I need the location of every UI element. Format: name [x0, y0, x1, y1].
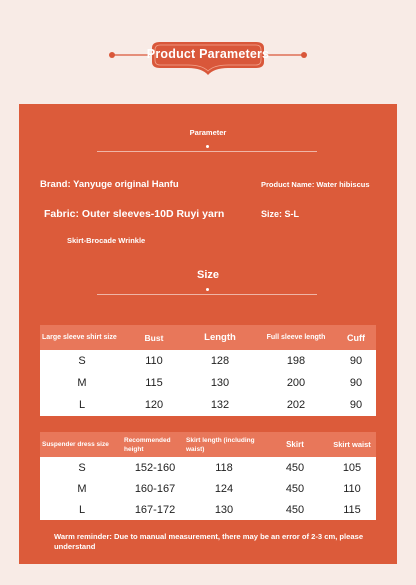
cell: 105 — [328, 457, 376, 478]
cell: 198 — [256, 350, 336, 372]
fabric-text: Fabric: Outer sleeves-10D Ruyi yarn — [44, 208, 225, 220]
skirt-fabric-text: Skirt-Brocade Wrinkle — [67, 236, 146, 245]
cell: 110 — [124, 350, 184, 372]
cell: M — [40, 372, 124, 394]
table-row — [40, 350, 376, 372]
col-header-dress-size: Suspender dress size — [42, 441, 109, 448]
col-header-bust: Bust — [144, 332, 164, 343]
cell: 90 — [336, 372, 376, 394]
table-row — [40, 478, 376, 499]
col-header-length: Length — [204, 332, 236, 343]
col-header-sleeve: Full sleeve length — [266, 334, 326, 341]
size-dot-icon — [206, 288, 209, 291]
shirt-size-table — [40, 325, 376, 416]
cell: 118 — [186, 457, 262, 478]
table-header-row — [40, 432, 376, 457]
size-label: Size — [196, 269, 219, 281]
col-header-size: Large sleeve shirt size — [42, 334, 117, 341]
col-header-cuff: Cuff — [347, 332, 365, 343]
dress-size-table — [40, 432, 376, 520]
cell: 130 — [186, 499, 262, 520]
table-row — [40, 394, 376, 416]
size-divider — [97, 294, 317, 295]
cell: L — [40, 394, 124, 416]
cell: 160-167 — [124, 478, 186, 499]
cell: 130 — [184, 372, 256, 394]
cell: 202 — [256, 394, 336, 416]
cell: 115 — [124, 372, 184, 394]
col-header-height: Recommended height — [124, 436, 171, 453]
page-title: Product Parameters — [146, 47, 270, 61]
cell: 115 — [328, 499, 376, 520]
parameter-dot-icon — [206, 145, 209, 148]
cell: L — [40, 499, 124, 520]
product-name-text: Product Name: Water hibiscus — [261, 180, 370, 189]
table-row — [40, 372, 376, 394]
parameter-label: Parameter — [189, 128, 227, 137]
warm-reminder-text: Warm reminder: Due to manual measurement, there may be an error of 2-3 cm, please understand — [54, 532, 364, 551]
cell: 90 — [336, 350, 376, 372]
header-ribbon — [0, 38, 416, 78]
cell: 120 — [124, 394, 184, 416]
cell: 200 — [256, 372, 336, 394]
col-header-skirt: Skirt — [286, 440, 304, 449]
col-header-skirt-waist: Skirt waist — [333, 440, 371, 449]
parameter-divider — [97, 151, 317, 152]
size-range-text: Size: S-L — [261, 209, 300, 219]
cell: 90 — [336, 394, 376, 416]
cell: 110 — [328, 478, 376, 499]
cell: 450 — [262, 499, 328, 520]
cell: S — [40, 457, 124, 478]
cell: 450 — [262, 457, 328, 478]
cell: 152-160 — [124, 457, 186, 478]
cell: 128 — [184, 350, 256, 372]
parameters-card — [19, 104, 397, 564]
table-row — [40, 499, 376, 520]
cell: S — [40, 350, 124, 372]
table-header-row — [40, 325, 376, 350]
col-header-skirt-length: Skirt length (including waist) — [186, 436, 255, 453]
table-row — [40, 457, 376, 478]
cell: 132 — [184, 394, 256, 416]
cell: 167-172 — [124, 499, 186, 520]
cell: 450 — [262, 478, 328, 499]
cell: 124 — [186, 478, 262, 499]
brand-text: Brand: Yanyuge original Hanfu — [40, 179, 179, 190]
cell: M — [40, 478, 124, 499]
